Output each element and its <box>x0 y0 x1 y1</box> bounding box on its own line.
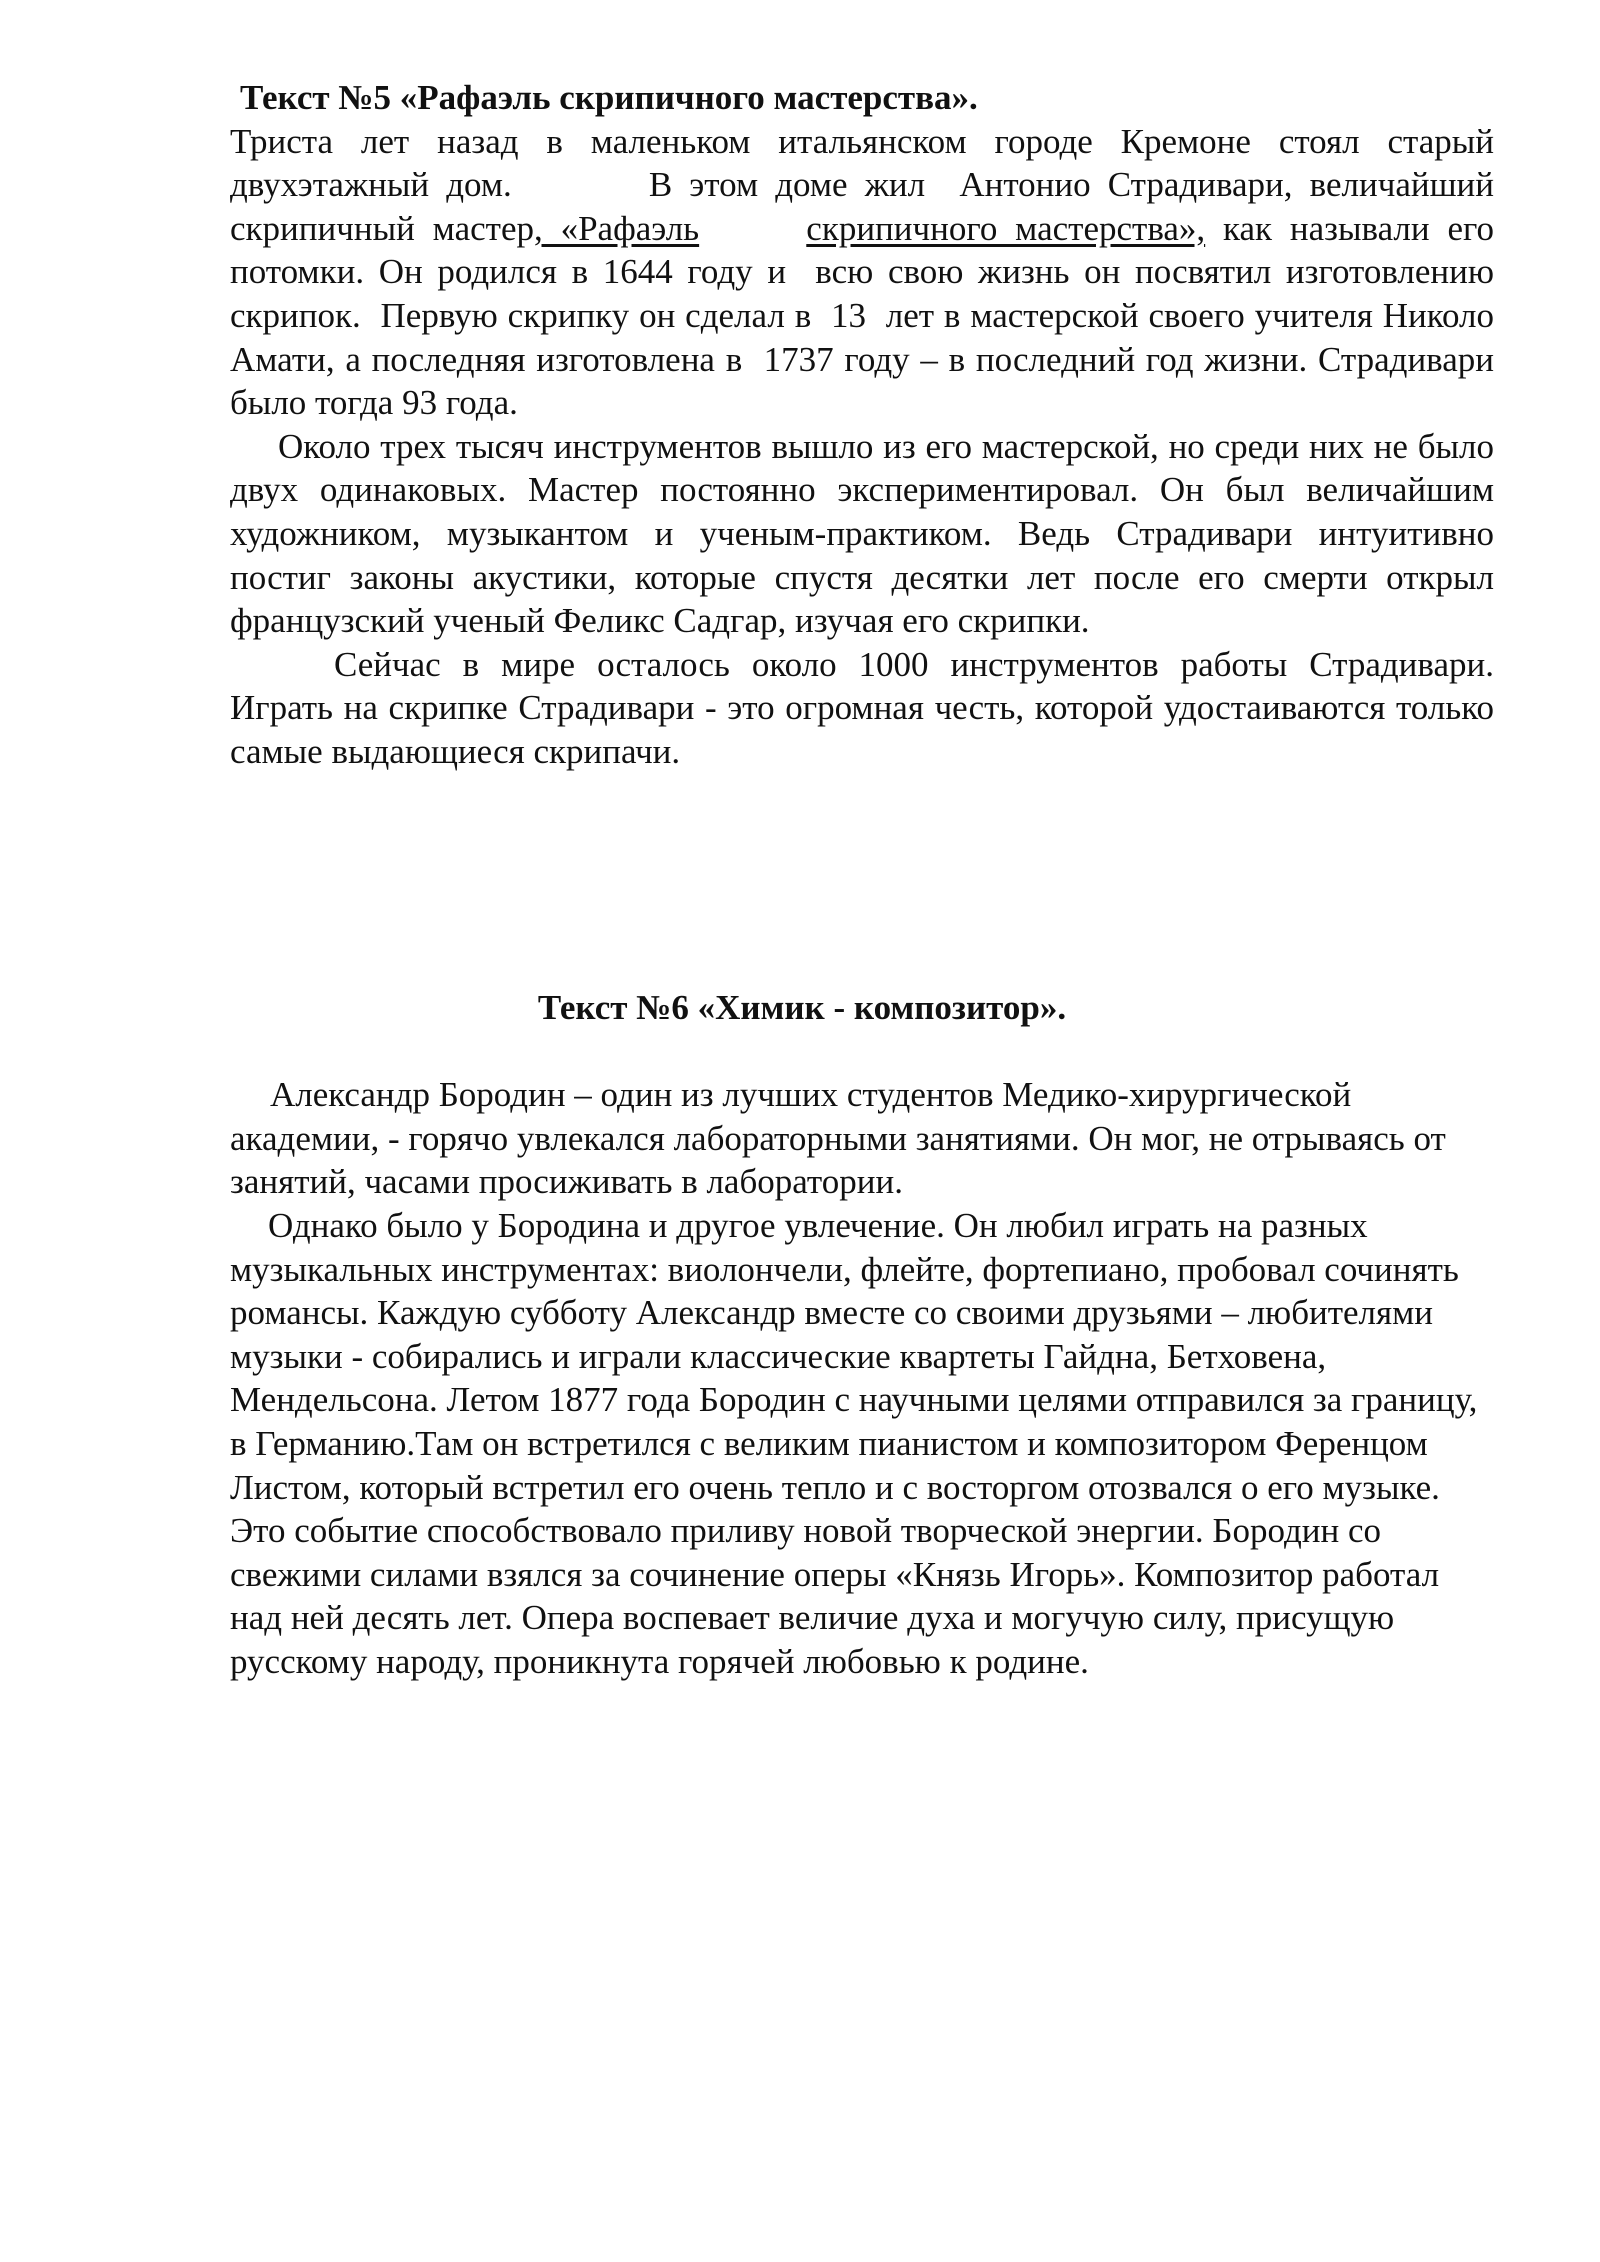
text-5-p1-end: как называли его потомки. Он родился в 1644 году и всю свою жизнь он посвятил изготовлению скрипок. Первую скрипку он сделал в 13 лет в мастерской своего учителя Николо Амати, а последняя изготовлена в 1737 году – в последний год жизни. Страдивари было тогда 93 года. <box>230 208 1503 423</box>
text-5-p1-start: Триста лет назад в маленьком итальянском городе Кремоне стоял старый двухэтажный дом. В этом доме жил Антонио Страдивари, величайший скрипичный мастер <box>230 121 1503 248</box>
blank-line <box>230 1030 1494 1074</box>
text-5-paragraph-1 <box>230 120 1503 425</box>
text-5-title: Текст №5 «Рафаэль скрипичного мастерства». <box>240 78 978 117</box>
text-5-paragraph-3: Сейчас в мире осталось около 1000 инструментов работы Страдивари. Играть на скрипке Страдивари - это огромная честь, которой удостаиваются только самые выдающиеся скрипачи. <box>230 644 1494 771</box>
text-5-paragraph-2: Около трех тысяч инструментов вышло из его мастерской, но среди них не было двух одинаковых. Мастер постоянно экспериментировал. Он был величайшим художником, музыкантом и ученым-практиком. Ведь Страдивари интуитивно постиг законы акустики, которые спустя десятки лет после его смерти открыл французский ученый Феликс Садгар, изучая его скрипки. <box>230 426 1494 641</box>
text-6-paragraph-2: Однако было у Бородина и другое увлечение. Он любил играть на разных музыкальных инструментах: виолончели, флейте, фортепиано, пробовал сочинять романсы. Каждую субботу Александр вместе со своими друзьями – любителями музыки - собирались и играли классические квартеты Гайдна, Бетховена, Мендельсона. Летом 1877 года Бородин с научными целями отправился за границу, в Германию.Там он встретился с великим пианистом и композитором Ференцом Листом, который встретил его очень тепло и с восторгом отозвался о его музыке. Это событие способствовало приливу новой творческой энергии. Бородин со свежими силами взялся за сочинение оперы «Князь Игорь». Композитор работал над ней десять лет. Опера воспевает величие духа и могучую силу, присущую русскому народу, проникнута горячей любовью к родине. <box>230 1205 1478 1681</box>
text-5-section <box>230 76 1503 774</box>
text-5-p1-underlined-b: скрипичного мастерства», <box>806 208 1206 248</box>
text-6-title: Текст №6 «Химик - композитор». <box>537 988 1067 1027</box>
text-5-p1-underlined-a: , «Рафаэль <box>533 208 700 248</box>
text-6-paragraph-1: Александр Бородин – один из лучших студентов Медико-хирургической академии, - горячо увлекался лабораторными занятиями. Он мог, не отрываясь от занятий, часами просиживать в лаборатории. <box>230 1075 1446 1202</box>
text-6-section <box>230 986 1494 1684</box>
text-5-p1-gap <box>699 209 806 248</box>
